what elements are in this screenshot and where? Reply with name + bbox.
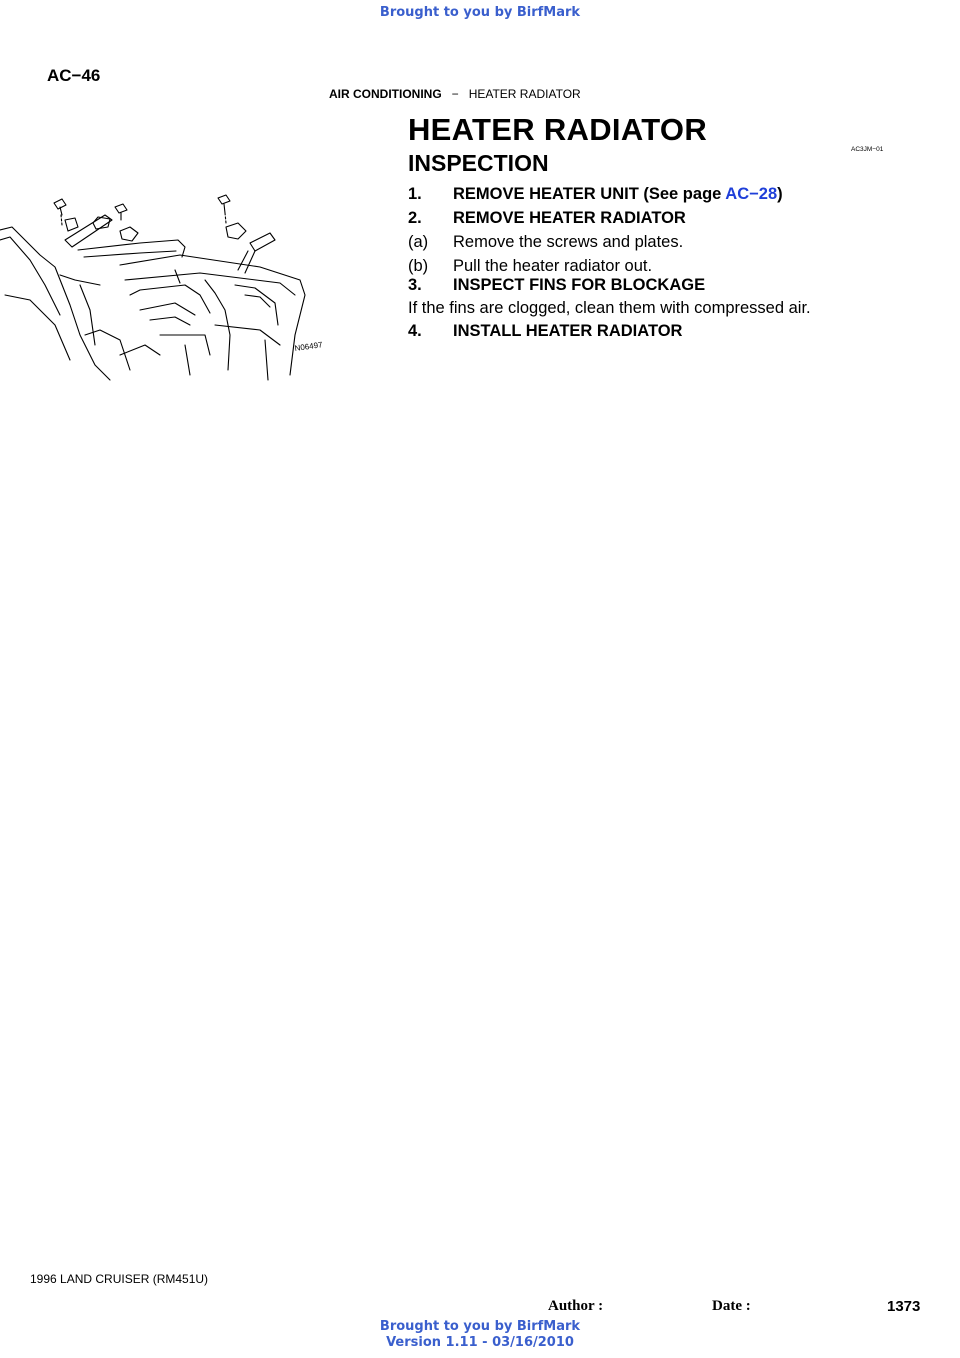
substep-text: Remove the screws and plates. (453, 233, 684, 251)
page-id: AC−46 (47, 66, 101, 85)
watermark-top: Brought to you by BirfMark (379, 5, 581, 20)
step-1 (408, 185, 783, 204)
substep-number: (a) (408, 233, 429, 251)
header-separator: − (451, 87, 459, 101)
step-number: 2. (408, 209, 422, 227)
substep-text: Pull the heater radiator out. (453, 257, 653, 275)
step-text-end: ) (777, 185, 783, 203)
footer-author: Author : (548, 1298, 604, 1314)
inspection-note: If the fins are clogged, clean them with compressed air. (408, 299, 811, 317)
header-section: AIR CONDITIONING (329, 87, 442, 101)
watermark-bottom-line2: Version 1.11 - 03/16/2010 (386, 1335, 574, 1350)
footer-date: Date : (712, 1298, 751, 1314)
substep-number: (b) (408, 257, 429, 275)
step-number: 1. (408, 185, 422, 203)
step-number: 4. (408, 322, 422, 340)
step-number: 3. (408, 276, 422, 294)
header-subsection: HEATER RADIATOR (468, 87, 581, 101)
section-title: INSPECTION (408, 150, 549, 176)
page-number: 1373 (887, 1298, 921, 1315)
step-text: INSPECT FINS FOR BLOCKAGE (453, 276, 706, 294)
substep-b (408, 257, 652, 276)
running-header (329, 87, 581, 101)
footer-vehicle: 1996 LAND CRUISER (RM451U) (30, 1272, 209, 1286)
substep-a (408, 233, 683, 252)
watermark-bottom (330, 1319, 630, 1351)
screw-icon (54, 199, 66, 225)
step-3 (408, 276, 705, 295)
document-code: AC3JM−01 (851, 146, 884, 153)
screw-icon (218, 195, 230, 223)
watermark-bottom-line1: Brought to you by BirfMark (379, 1319, 581, 1334)
step-text: REMOVE HEATER UNIT (See page (453, 185, 726, 203)
figure-label: N06497 (294, 340, 324, 353)
step-4 (408, 322, 682, 341)
screw-icon (115, 204, 127, 220)
step-text: REMOVE HEATER RADIATOR (453, 209, 686, 227)
page-title: HEATER RADIATOR (408, 112, 707, 147)
step-text: INSTALL HEATER RADIATOR (453, 322, 683, 340)
heater-radiator-illustration (0, 185, 340, 385)
step-2 (408, 209, 686, 228)
page-link[interactable]: AC−28 (725, 185, 778, 203)
